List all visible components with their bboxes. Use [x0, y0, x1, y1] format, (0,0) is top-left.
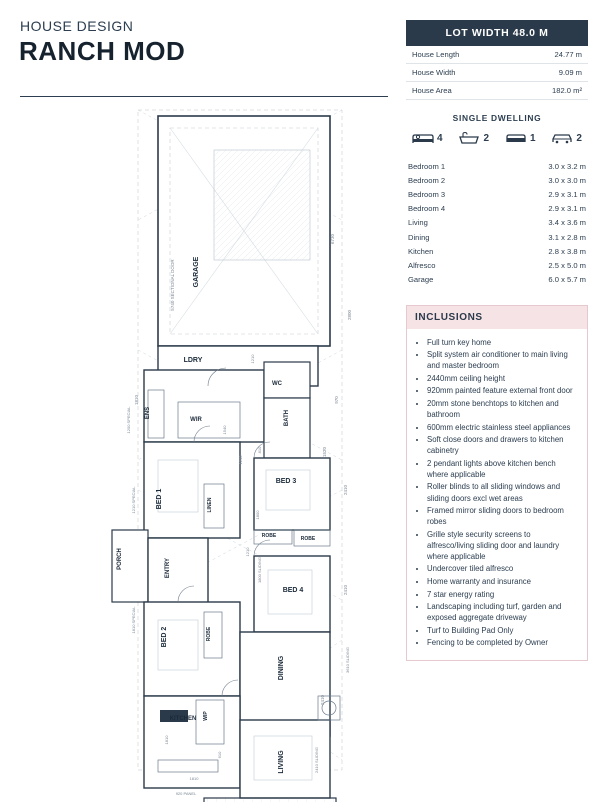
- room-row: [406, 273, 588, 287]
- spec-label: House Length: [406, 46, 513, 64]
- plan-label: 970: [334, 396, 339, 404]
- room-label: Bedroom 4: [408, 204, 446, 214]
- plan-label: ROBE: [300, 536, 316, 542]
- spec-value: 9.09 m: [513, 64, 588, 82]
- plan-label: 1800: [255, 510, 260, 520]
- inclusion-item: • 2 pendant lights above kitchen bench where applicable: [427, 458, 579, 480]
- inclusion-item: • Turf to Building Pad Only: [427, 625, 579, 636]
- room-value: 6.0 x 5.7 m: [548, 275, 586, 285]
- room-label: Bedroom 1: [408, 161, 446, 171]
- spec-value: 24.77 m: [513, 46, 588, 64]
- room-value: 3.0 x 3.2 m: [548, 161, 586, 171]
- plan-label: BED 2: [161, 626, 168, 648]
- dwelling-icon-row: [406, 131, 588, 145]
- room-row: [406, 202, 588, 216]
- plan-label: BED 3: [275, 478, 297, 485]
- inclusion-item: • Roller blinds to all sliding windows and sliding doors excl wet areas: [427, 481, 579, 503]
- room-value: 2.9 x 3.1 m: [548, 189, 586, 199]
- house-spec-table: [406, 46, 588, 100]
- plan-label: ENS: [145, 406, 151, 420]
- plan-label: 5740 SECTIONAL DOOR: [170, 259, 175, 311]
- plan-label: 1810: [164, 735, 169, 745]
- room-row: [406, 230, 588, 244]
- room-label: Living: [408, 218, 428, 228]
- plan-label: ROBE: [261, 533, 277, 539]
- plan-label: DINING: [278, 655, 285, 681]
- inclusion-item: • Soft close doors and drawers to kitchen cabinetry: [427, 434, 579, 456]
- plan-label: 1210: [238, 455, 243, 465]
- room-row: [406, 187, 588, 201]
- plan-label: 1210: [245, 547, 250, 557]
- inclusion-item: • Fencing to be completed by Owner: [427, 637, 579, 648]
- inclusion-item: • 7 star energy rating: [427, 589, 579, 600]
- spec-label: House Width: [406, 64, 513, 82]
- car-count: 2: [576, 132, 582, 144]
- plan-label: 2800: [347, 309, 352, 321]
- room-row: [406, 173, 588, 187]
- inclusion-item: • Full turn key home: [427, 337, 579, 348]
- room-label: Kitchen: [408, 246, 434, 256]
- inclusion-item: • Split system air conditioner to main living and master bedroom: [427, 349, 579, 371]
- spec-row: [406, 82, 588, 100]
- room-row: [406, 258, 588, 272]
- plan-label: ENTRY: [165, 557, 171, 579]
- plan-label: WIP: [203, 711, 209, 721]
- room-value: 3.4 x 3.6 m: [548, 218, 586, 228]
- car-icon-cell: [551, 131, 582, 145]
- plan-label: 2410: [343, 584, 348, 596]
- room-label: Bedroom 2: [408, 175, 446, 185]
- lot-width-banner: LOT WIDTH 48.0 M: [406, 20, 588, 46]
- plan-label: 2410 SLIDING: [314, 746, 319, 774]
- plan-label: LIVING: [278, 750, 285, 774]
- plan-label: PORCH: [117, 548, 123, 570]
- bath-icon-cell: [458, 131, 489, 145]
- room-value: 2.5 x 5.0 m: [548, 260, 586, 270]
- plan-room-labels: [117, 256, 316, 802]
- room-label: Dining: [408, 232, 430, 242]
- plan-label: 1520: [322, 446, 327, 458]
- inclusion-item: • Grille style security screens to alfresco/living sliding door and laundry where applicable: [427, 529, 579, 562]
- plan-label: 1810: [189, 776, 199, 781]
- plan-label: 610: [217, 751, 222, 759]
- plan-label: 1210: [250, 354, 255, 364]
- spec-row: [406, 46, 588, 64]
- plan-label: 1810: [134, 394, 139, 406]
- plan-label: ROBE: [206, 626, 212, 642]
- plan-label: 3610 SLIDING: [345, 646, 350, 674]
- room-value: 3.1 x 2.8 m: [548, 232, 586, 242]
- plan-label: 920 PANEL: [175, 791, 197, 796]
- inclusions-list: [407, 329, 587, 660]
- bed-icon: [412, 131, 434, 145]
- plan-label: 1200 SPECIAL: [126, 406, 131, 434]
- plan-label: WC: [272, 381, 282, 387]
- spec-label: House Area: [406, 82, 513, 100]
- bath-icon: [458, 131, 480, 145]
- inclusions-title: INCLUSIONS: [407, 306, 587, 329]
- inclusions-panel: [406, 305, 588, 661]
- plan-label: 810: [257, 446, 262, 454]
- floor-plan: [18, 100, 390, 796]
- room-value: 2.8 x 3.8 m: [548, 246, 586, 256]
- plan-label: 6730: [330, 233, 335, 245]
- header-divider: [20, 96, 388, 97]
- room-value: 2.9 x 3.1 m: [548, 204, 586, 214]
- room-row: [406, 159, 588, 173]
- inclusion-item: • Home warranty and insurance: [427, 576, 579, 587]
- room-label: Garage: [408, 275, 434, 285]
- inclusion-item: • Undercover tiled alfresco: [427, 563, 579, 574]
- living-icon-cell: [505, 131, 536, 145]
- spec-row: [406, 64, 588, 82]
- spec-sidebar: [406, 20, 588, 661]
- room-row: [406, 244, 588, 258]
- inclusion-item: • 20mm stone benchtops to kitchen and bathroom: [427, 398, 579, 420]
- plan-label: BATH: [284, 409, 290, 427]
- room-row: [406, 216, 588, 230]
- plan-label: 1810 SPECIAL: [131, 606, 136, 634]
- room-label: Bedroom 3: [408, 189, 446, 199]
- room-dimensions-table: [406, 159, 588, 287]
- inclusion-item: • 2440mm ceiling height: [427, 373, 579, 384]
- plan-label: LINEN: [207, 497, 213, 513]
- plan-label: WIR: [190, 417, 202, 423]
- inclusion-item: • 920mm painted feature external front door: [427, 385, 579, 396]
- bath-count: 2: [483, 132, 490, 144]
- plan-label: GARAGE: [193, 256, 200, 288]
- plan-label: BED 1: [156, 488, 163, 510]
- bed-icon-cell: [412, 131, 443, 145]
- plan-label: 1210 SPECIAL: [131, 486, 136, 514]
- living-icon: [505, 131, 527, 145]
- spec-value: 182.0 m²: [513, 82, 588, 100]
- page-title: RANCH MOD: [19, 36, 186, 66]
- inclusion-item: • 600mm electric stainless steel appliances: [427, 422, 579, 433]
- plan-label: BED 4: [282, 587, 304, 594]
- plan-dimension-labels: [126, 233, 352, 796]
- plan-label: 1800 SLIDING: [257, 556, 262, 584]
- dwelling-type-label: SINGLE DWELLING: [452, 113, 542, 123]
- plan-label: 2410: [343, 484, 348, 496]
- car-icon: [551, 131, 573, 145]
- inclusion-item: • Framed mirror sliding doors to bedroom robes: [427, 505, 579, 527]
- room-label: Alfresco: [408, 260, 436, 270]
- page-eyebrow: HOUSE DESIGN: [20, 18, 134, 34]
- plan-label: LDRY: [183, 357, 203, 364]
- plan-label: KITCHEN: [169, 716, 197, 722]
- plan-label: 1540: [222, 425, 227, 435]
- bed-count: 4: [437, 132, 443, 144]
- inclusion-item: • Landscaping including turf, garden and exposed aggregate driveway: [427, 601, 579, 623]
- plan-label: 2410: [320, 694, 325, 706]
- living-count: 1: [529, 132, 536, 144]
- room-value: 3.0 x 3.0 m: [548, 175, 586, 185]
